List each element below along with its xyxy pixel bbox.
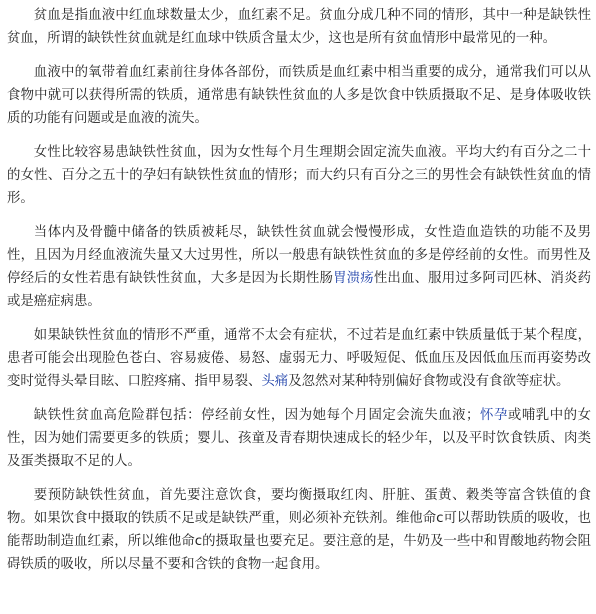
article-paragraph (7, 61, 591, 130)
paragraph-text: 如果缺铁性贫血的情形不严重，通常不太会有症状，不过若是血红素中铁质量低于某个程度，患者可能会出现脸色苍白、容易疲倦、易怒、虚弱无力、呼吸短促、低血压及因低血压而再姿势改变时觉得头晕目眩、口腔疼痛、指甲易裂、 (7, 328, 591, 389)
article-paragraph (7, 141, 591, 210)
paragraph-text: 血液中的氧带着血红素前往身体各部份，而铁质是血红素中相当重要的成分，通常我们可以从食物中就可以获得所需的铁质，通常患有缺铁性贫血的人多是饮食中铁质摄取不足、是身体吸收铁质的功能有问题或是血液的流失。 (7, 65, 591, 126)
article-paragraph (7, 484, 591, 576)
article-paragraph (7, 404, 591, 473)
article-paragraph (7, 4, 591, 50)
keyword-link[interactable]: 头痛 (261, 374, 289, 389)
paragraph-text: 女性比较容易患缺铁性贫血，因为女性每个月生理期会固定流失血液。平均大约有百分之二十的女性、百分之五十的孕妇有缺铁性贫血的情形；而大约只有百分之三的男性会有缺铁性贫血的情形。 (7, 145, 591, 206)
keyword-link[interactable]: 怀孕 (479, 408, 508, 423)
keyword-link[interactable]: 胃溃疡 (333, 271, 374, 286)
paragraph-text: 性出血、服用过多阿司匹林、消炎药或是癌症病患。 (7, 271, 592, 309)
paragraph-text: 贫血是指血液中红血球数量太少，血红素不足。贫血分成几种不同的情形，其中一种是缺铁性贫血，所谓的缺铁性贫血就是红血球中铁质含量太少，这也是所有贫血情形中最常见的一种。 (7, 8, 591, 46)
article-paragraph (7, 221, 591, 313)
article-body (7, 4, 591, 576)
article-paragraph (7, 324, 591, 393)
paragraph-text: 当体内及骨髓中储备的铁质被耗尽，缺铁性贫血就会慢慢形成，女性造血造铁的功能不及男性，且因为月经血液流失量又大过男性，所以一般患有缺铁性贫血的多是停经前的女性。而男性及停经后的女性若患有缺铁性贫血，大多是因为长期性肠 (7, 225, 591, 286)
paragraph-text: 缺铁性贫血高危险群包括：停经前女性，因为她每个月固定会流失血液； (33, 408, 480, 423)
paragraph-text: 及忽然对某种特别偏好食物或没有食欲等症状。 (288, 374, 570, 389)
paragraph-text: 或哺乳中的女性，因为她们需要更多的铁质；婴儿、孩童及青春期快速成长的轻少年，以及平时饮食铁质、肉类及蛋类摄取不足的人。 (7, 408, 592, 469)
paragraph-text: 要预防缺铁性贫血，首先要注意饮食，要均衡摄取红肉、肝脏、蛋黄、穀类等富含铁值的食物。如果饮食中摄取的铁质不足或是缺铁严重，则必须补充铁剂。维他命c可以帮助铁质的吸收，也能帮助制造血红素，所以维他命c的摄取量也要充足。要注意的是，牛奶及一些中和胃酸地药物会阻碍铁质的吸收，所以尽量不要和含铁的食物一起食用。 (7, 488, 591, 572)
